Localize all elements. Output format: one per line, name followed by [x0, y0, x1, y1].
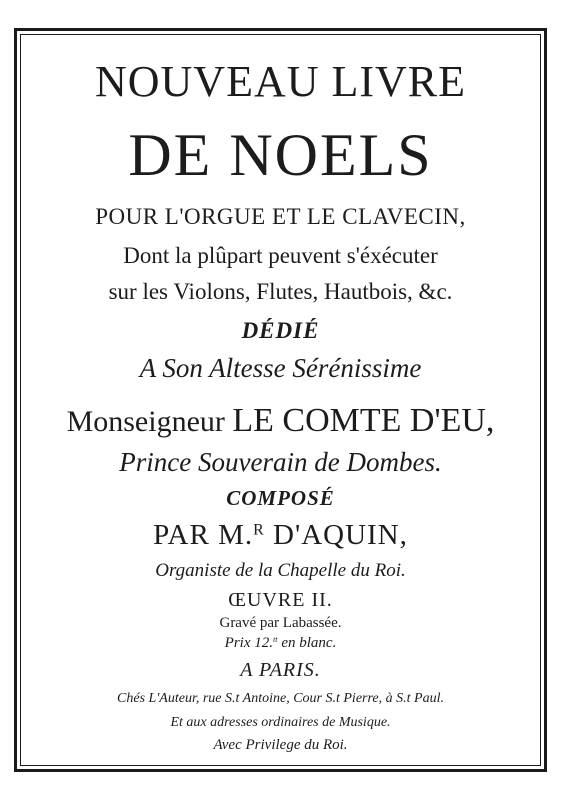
- subtitle-line-2: sur les Violons, Flutes, Hautbois, &c.: [108, 279, 453, 304]
- price-suffix: en blanc.: [281, 635, 337, 651]
- subtitle-line-1: Dont la plûpart peuvent s'éxécuter: [123, 243, 438, 268]
- price-sup: tt: [273, 635, 278, 645]
- composer-prefix-sup: R: [253, 521, 265, 539]
- composer-name: D'AQUIN,: [273, 519, 408, 551]
- prince-line: Prince Souverain de Dombes.: [119, 447, 442, 477]
- dedie-heading: DÉDIÉ: [241, 318, 320, 343]
- title-line-1: NOUVEAU LIVRE: [94, 57, 467, 106]
- dedicatee-name: LE COMTE D'EU,: [232, 402, 495, 439]
- dedicatee-prefix: Monseigneur: [66, 405, 225, 438]
- adresses-line: Et aux adresses ordinaires de Musique.: [170, 715, 391, 730]
- place-line: A PARIS.: [240, 659, 321, 681]
- dedication-altesse: A Son Altesse Sérénissime: [139, 353, 422, 383]
- instrument-line: POUR L'ORGUE ET LE CLAVECIN,: [95, 204, 466, 229]
- address-line: Chés L'Auteur, rue S.t Antoine, Cour S.t Pierre, à S.t Paul.: [117, 691, 444, 706]
- composer-prefix: PAR M.: [153, 519, 254, 551]
- organiste-line: Organiste de la Chapelle du Roi.: [155, 560, 406, 581]
- privilege-line: Avec Privilege du Roi.: [213, 737, 348, 753]
- dedicatee-line: [20, 404, 541, 438]
- composer-line: [20, 521, 541, 550]
- title-line-2: DE NOELS: [128, 122, 433, 188]
- price-prefix: Prix 12.: [224, 635, 273, 651]
- engraver-line: Gravé par Labassée.: [219, 615, 342, 631]
- compose-heading: COMPOSÉ: [226, 486, 335, 510]
- price-line: [20, 636, 541, 651]
- opus-line: ŒUVRE II.: [228, 589, 333, 611]
